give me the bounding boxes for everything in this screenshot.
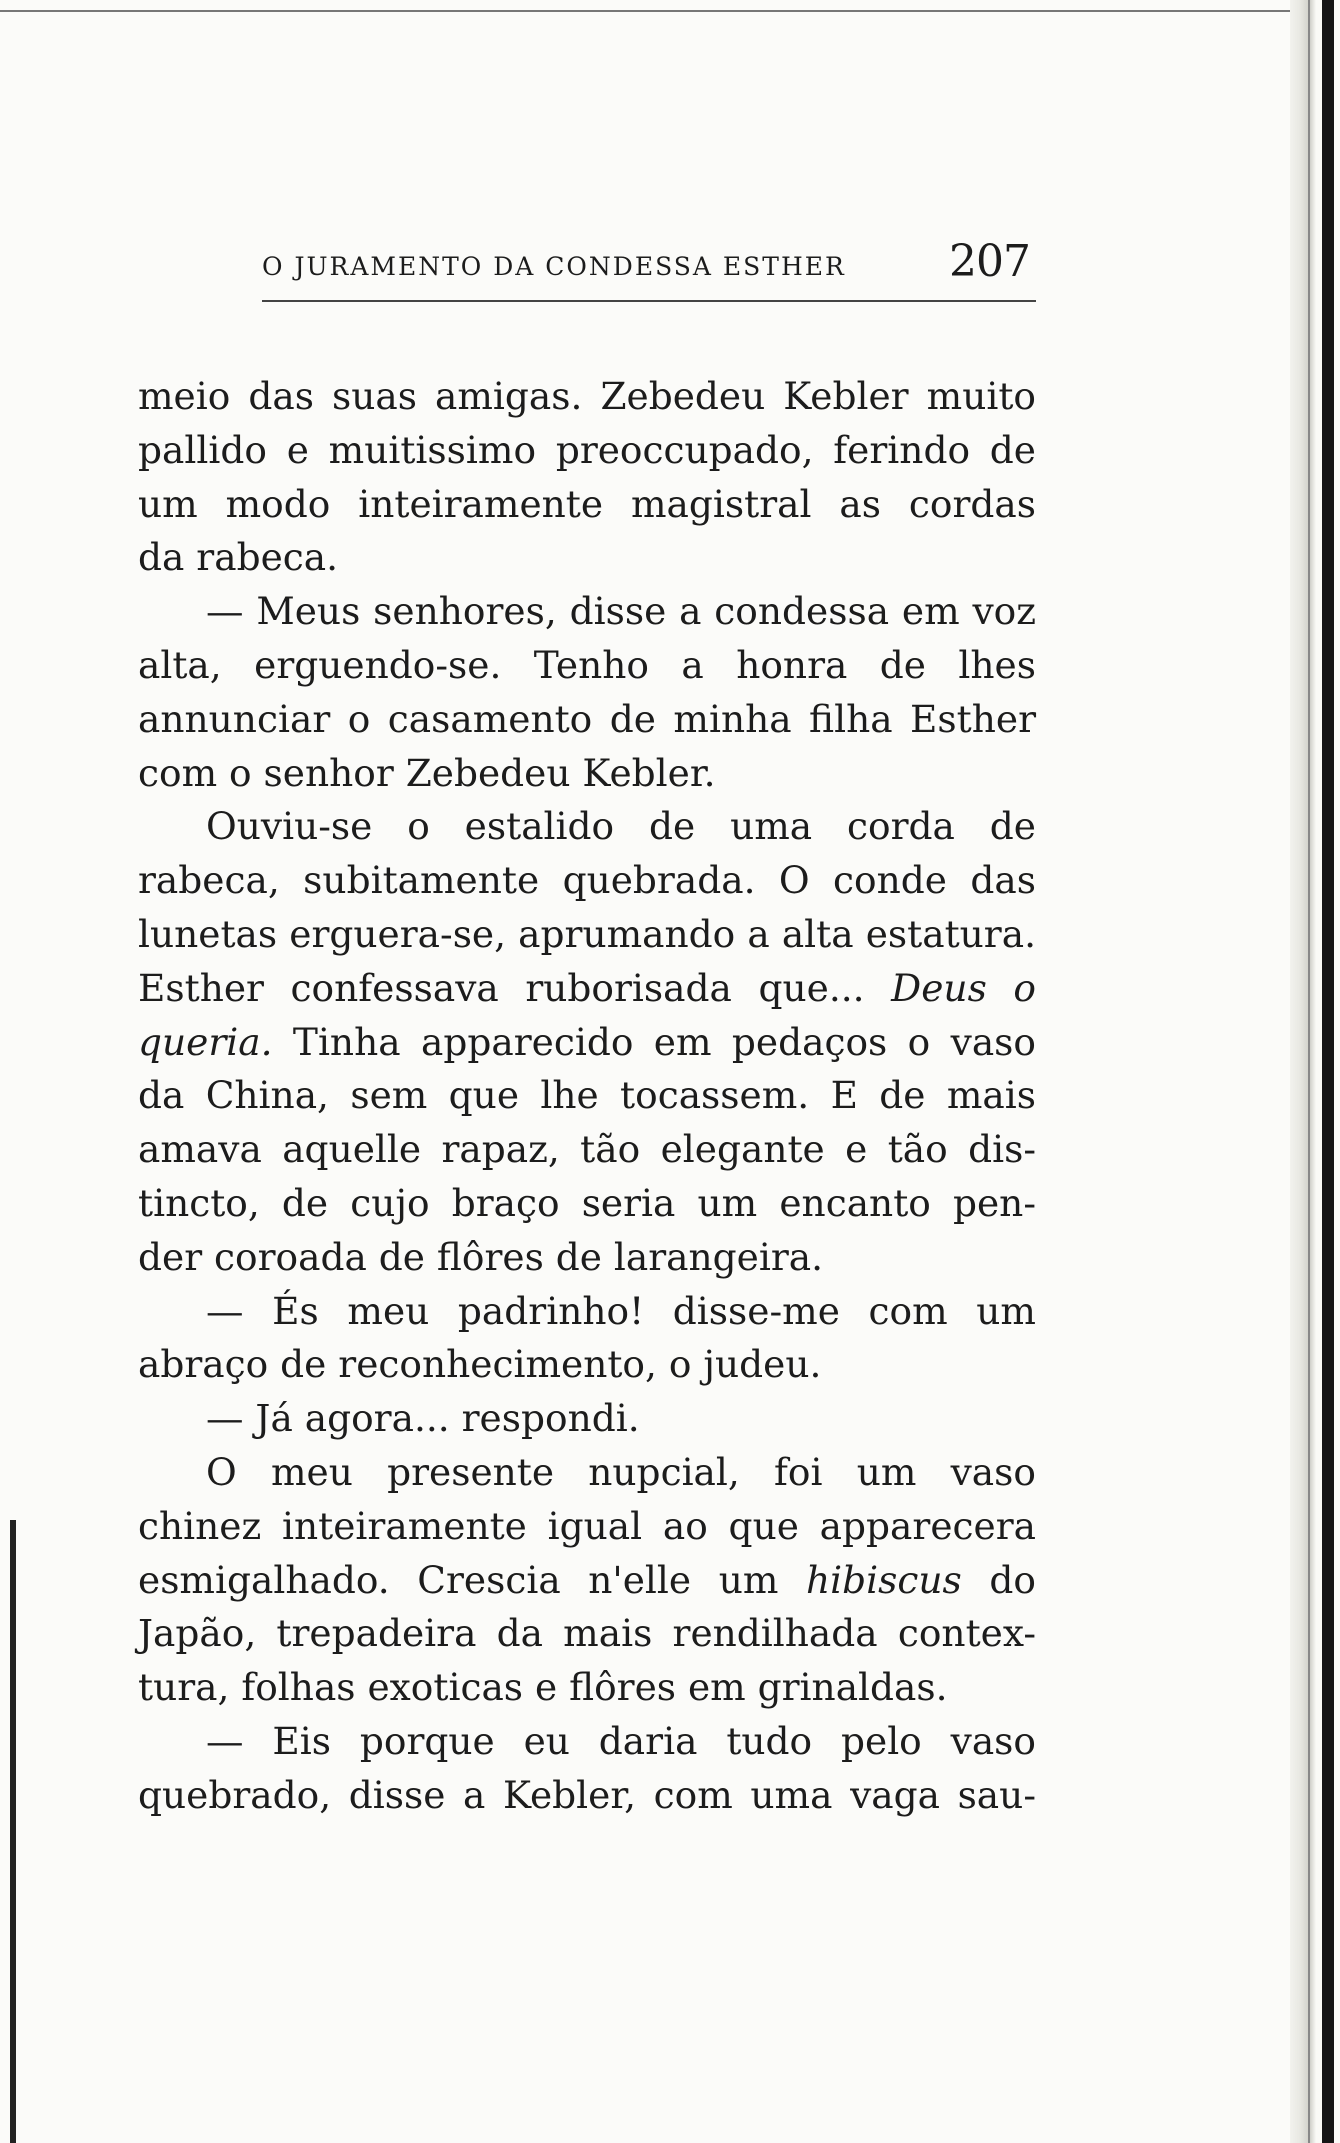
text-segment: esmigalhado. Crescia n'elle um [138,1557,807,1602]
text-line: da China, sem que lhe tocassem. E de mais [138,1073,1036,1118]
text-line: um modo inteiramente magistral as cordas [138,481,1036,526]
text-segment: Tinha apparecido em pedaços o vaso [272,1019,1036,1064]
text-line: — Meus senhores, disse a condessa em voz [206,589,1036,634]
text-line: O meu presente nupcial, foi um vaso [206,1449,1036,1494]
running-title: O JURAMENTO DA CONDESSA ESTHER [262,252,846,281]
text-line: tincto, de cujo braço seria um encanto pen- [138,1180,1036,1225]
italic-segment: queria. [138,1019,273,1064]
text-line: Japão, trepadeira da mais rendilhada contex- [138,1611,1036,1656]
text-segment: Esther confessava ruborisada que... [138,965,892,1010]
page-stack-edge [1322,0,1334,2143]
text-line: alta, erguendo-se. Tenho a honra de lhes [138,642,1036,687]
italic-segment: hibiscus [806,1557,962,1602]
text-line: meio das suas amigas. Zebedeu Kebler muito [138,374,1036,418]
text-line: rabeca, subitamente quebrada. O conde das [138,858,1036,903]
text-line: tura, folhas exoticas e flôres em grinaldas. [138,1665,948,1710]
text-line [138,962,1036,1016]
text-line: der coroada de flôres de larangeira. [138,1234,824,1279]
text-line: abraço de reconhecimento, o judeu. [138,1342,822,1387]
page-binding-edge [10,1520,16,2143]
text-line: Ouviu-se o estalido de uma corda de [206,804,1036,849]
text-line: com o senhor Zebedeu Kebler. [138,750,716,795]
gutter-line [1308,0,1310,2143]
text-line: — És meu padrinho! disse-me com um [206,1288,1036,1333]
text-line [138,1016,1036,1070]
text-line: da rabeca. [138,535,339,580]
page-number: 207 [949,236,1030,287]
text-line: — Já agora... respondi. [206,1396,640,1441]
text-segment: do [961,1557,1036,1602]
running-header [262,236,1036,302]
text-line [138,1554,1036,1608]
italic-segment: Deus o [891,965,1036,1010]
text-line: pallido e muitissimo preoccupado, ferindo de [138,427,1036,472]
text-line: chinez inteiramente igual ao que apparecera [138,1503,1036,1548]
text-line: quebrado, disse a Kebler, com uma vaga sau- [138,1772,1036,1817]
body-text [138,370,1036,1823]
text-line: amava aquelle rapaz, tão elegante e tão dis- [138,1127,1036,1172]
text-line: — Eis porque eu daria tudo pelo vaso [206,1718,1036,1763]
text-line: annunciar o casamento de minha filha Esther [138,696,1036,741]
text-line: lunetas erguera-se, aprumando a alta estatura. [138,911,1036,956]
page-top-edge [0,10,1300,12]
